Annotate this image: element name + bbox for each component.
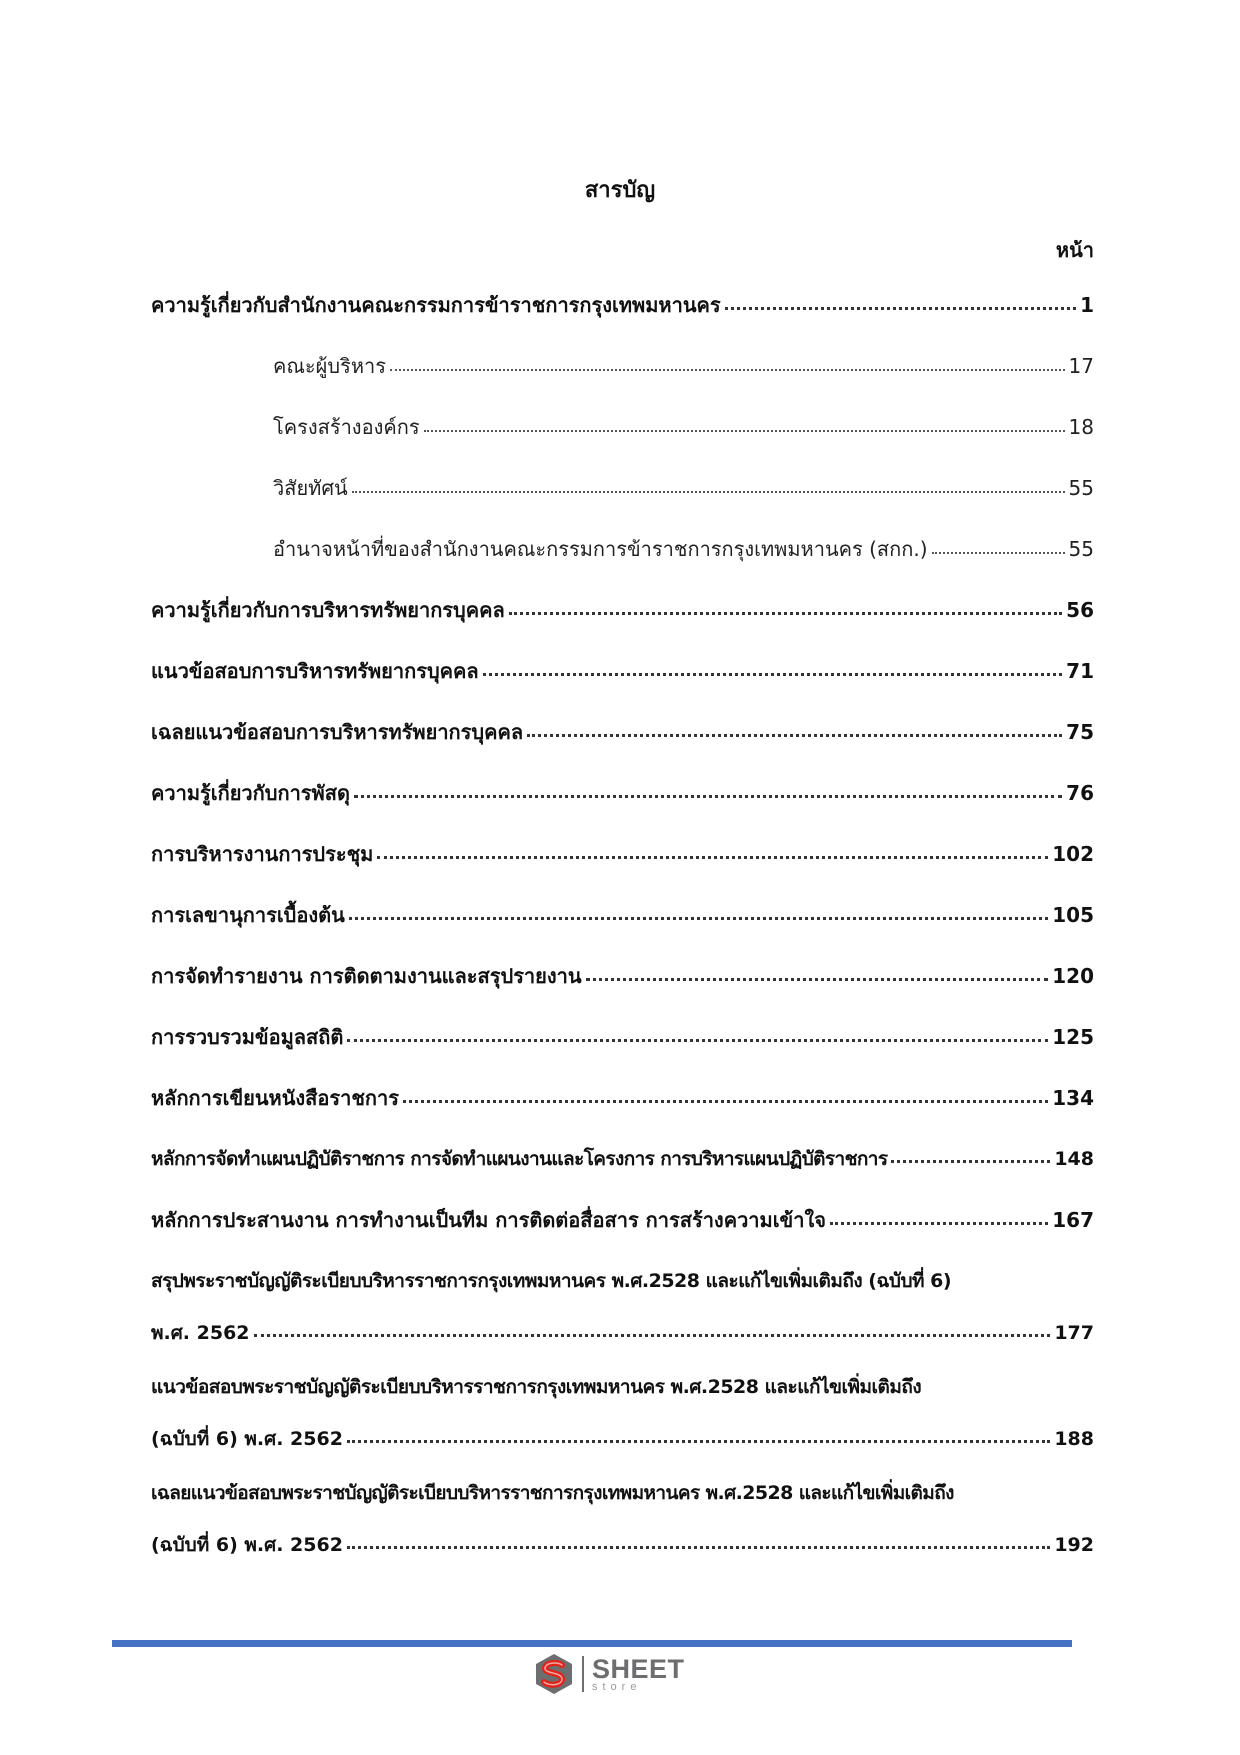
toc-entry[interactable] — [151, 1083, 1094, 1144]
dot-leader — [347, 1546, 1050, 1549]
dot-leader — [349, 917, 1048, 920]
toc-entry-text: ความรู้เกี่ยวกับการบริหารทรัพยากรบุคคล — [151, 598, 505, 622]
toc-entry[interactable] — [151, 290, 1094, 351]
toc-entry-page: 192 — [1054, 1534, 1094, 1556]
toc-entry-text: สรุปพระราชบัญญัติระเบียบบริหารราชการกรุงเทพมหานคร พ.ศ.2528 และแก้ไขเพิ่มเติมถึง (ฉบับที่ 6) — [151, 1270, 952, 1292]
toc-entry-page: 56 — [1066, 598, 1094, 622]
dot-leader — [509, 612, 1062, 615]
toc-entry-text: คณะผู้บริหาร — [273, 354, 386, 378]
toc-entry[interactable] — [151, 1372, 1094, 1478]
logo-sub-text: store — [592, 1680, 642, 1693]
sheet-store-s-icon — [532, 1652, 576, 1696]
toc-entry-page: 120 — [1052, 964, 1094, 988]
dot-leader — [352, 491, 1065, 493]
toc-entry-page: 17 — [1068, 354, 1094, 378]
dot-leader — [586, 978, 1049, 981]
toc-entry[interactable] — [151, 1144, 1094, 1205]
toc-entry[interactable] — [151, 1022, 1094, 1083]
dot-leader — [377, 856, 1048, 859]
toc-subentry[interactable] — [273, 473, 1094, 534]
logo-separator — [582, 1656, 584, 1692]
toc-entry[interactable] — [151, 900, 1094, 961]
toc-entry-text: การจัดทำรายงาน การติดตามงานและสรุปรายงาน — [151, 964, 582, 988]
toc-entry-text: อำนาจหน้าที่ของสำนักงานคณะกรรมการข้าราชการกรุงเทพมหานคร (สกก.) — [273, 537, 928, 561]
toc-entry[interactable] — [151, 656, 1094, 717]
dot-leader — [254, 1334, 1051, 1337]
toc-entry-text: การบริหารงานการประชุม — [151, 842, 374, 866]
toc-entry-text: หลักการประสานงาน การทำงานเป็นทีม การติดต่อสื่อสาร การสร้างความเข้าใจ — [151, 1208, 826, 1232]
logo-main-text: SHEET — [592, 1653, 685, 1684]
dot-leader — [891, 1160, 1050, 1163]
toc-entry[interactable] — [151, 778, 1094, 839]
toc-entry-text-continued: (ฉบับที่ 6) พ.ศ. 2562 — [151, 1534, 343, 1556]
toc-entry-page: 188 — [1054, 1428, 1094, 1450]
dot-leader — [347, 1039, 1048, 1042]
toc-entry-text-continued: พ.ศ. 2562 — [151, 1322, 250, 1344]
toc-entry-text: แนวข้อสอบพระราชบัญญัติระเบียบบริหารราชการกรุงเทพมหานคร พ.ศ.2528 และแก้ไขเพิ่มเติมถึง — [151, 1376, 922, 1398]
dot-leader — [424, 430, 1065, 432]
toc-entry-page: 1 — [1080, 293, 1094, 317]
toc-entry-page: 125 — [1052, 1025, 1094, 1049]
dot-leader — [390, 369, 1065, 371]
toc-entry-text: หลักการเขียนหนังสือราชการ — [151, 1086, 399, 1110]
dot-leader — [725, 307, 1076, 310]
page-column-label: หน้า — [1055, 238, 1094, 262]
toc-entry-page: 55 — [1068, 476, 1094, 500]
toc-entry-text: วิสัยทัศน์ — [273, 476, 348, 500]
toc-entry-page: 18 — [1068, 415, 1094, 439]
toc-entry-text: เฉลยแนวข้อสอบการบริหารทรัพยากรบุคคล — [151, 720, 524, 744]
toc-entry[interactable] — [151, 839, 1094, 900]
logo-wordmark — [592, 1653, 685, 1693]
dot-leader — [347, 1440, 1050, 1443]
dot-leader — [932, 552, 1065, 554]
toc-entry-page: 105 — [1052, 903, 1094, 927]
toc-entry[interactable] — [151, 1205, 1094, 1266]
toc-entry-page: 75 — [1066, 720, 1094, 744]
toc-entry-text: แนวข้อสอบการบริหารทรัพยากรบุคคล — [151, 659, 479, 683]
dot-leader — [354, 795, 1062, 798]
toc-entry-page: 134 — [1052, 1086, 1094, 1110]
dot-leader — [483, 673, 1062, 676]
toc-entry-text: ความรู้เกี่ยวกับสำนักงานคณะกรรมการข้าราชการกรุงเทพมหานคร — [151, 293, 721, 317]
dot-leader — [830, 1222, 1048, 1225]
toc-entry-text: การเลขานุการเบื้องต้น — [151, 903, 345, 927]
toc-subentry[interactable] — [273, 412, 1094, 473]
toc-entry-page: 148 — [1054, 1148, 1094, 1170]
toc-entry-text: เฉลยแนวข้อสอบพระราชบัญญัติระเบียบบริหารราชการกรุงเทพมหานคร พ.ศ.2528 และแก้ไขเพิ่มเติมถึง — [151, 1482, 954, 1504]
toc-entry[interactable] — [151, 961, 1094, 1022]
dot-leader — [527, 734, 1062, 737]
toc-entry[interactable] — [151, 1478, 1094, 1584]
dot-leader — [403, 1100, 1048, 1103]
toc-entry-text: โครงสร้างองค์กร — [273, 415, 420, 439]
toc-title: สารบัญ — [584, 178, 656, 203]
toc-subentry[interactable] — [273, 534, 1094, 595]
toc-entry-page: 177 — [1054, 1322, 1094, 1344]
toc-entry[interactable] — [151, 595, 1094, 656]
toc-entry-text-continued: (ฉบับที่ 6) พ.ศ. 2562 — [151, 1428, 343, 1450]
sheet-store-logo — [532, 1652, 685, 1696]
toc-entry-text: ความรู้เกี่ยวกับการพัสดุ — [151, 781, 350, 805]
toc-entry-page: 167 — [1052, 1208, 1094, 1232]
toc-entry-page: 76 — [1066, 781, 1094, 805]
footer-rule — [112, 1640, 1072, 1647]
toc-entry-page: 102 — [1052, 842, 1094, 866]
toc-subentry[interactable] — [273, 351, 1094, 412]
toc-entry-page: 71 — [1066, 659, 1094, 683]
toc-entry-page: 55 — [1068, 537, 1094, 561]
table-of-contents — [151, 290, 1094, 1584]
toc-entry[interactable] — [151, 717, 1094, 778]
toc-entry-text: การรวบรวมข้อมูลสถิติ — [151, 1025, 344, 1049]
toc-entry-text: หลักการจัดทำแผนปฏิบัติราชการ การจัดทำแผนงานและโครงการ การบริหารแผนปฏิบัติราชการ — [151, 1148, 888, 1170]
toc-entry[interactable] — [151, 1266, 1094, 1372]
